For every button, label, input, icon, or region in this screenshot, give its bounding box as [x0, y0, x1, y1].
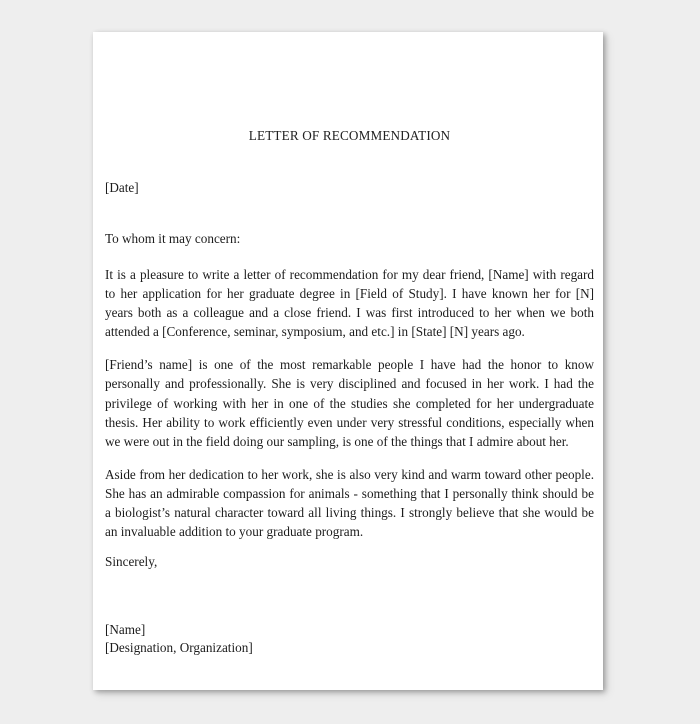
- date-placeholder: [Date]: [105, 180, 139, 195]
- signer-name: [Name]: [105, 622, 146, 637]
- letter-body: [105, 265, 594, 541]
- letter-page: [93, 32, 603, 690]
- body-paragraph: [Friend’s name] is one of the most remarkable people I have had the honor to know personally and professionally. She is very disciplined and focused in her work. I had the privilege of working with her in one of the studies she completed for her undergraduate thesis. Her ability to work efficiently even under very stressful conditions, especially when we were out in the field doing our sampling, is one of the things that I admire about her.: [105, 357, 594, 449]
- body-paragraph: Aside from her dedication to her work, she is also very kind and warm toward other people. She has an admirable compassion for animals - something that I personally think should be a biologist’s natural character toward all living things. I strongly believe that she would be an invaluable addition to your graduate program.: [105, 466, 594, 540]
- body-paragraph: It is a pleasure to write a letter of recommendation for my dear friend, [Name] with regard to her application for her graduate degree in [Field of Study]. I have known her for [N] years both as a colleague and a close friend. I was first introduced to her when we both attended a [Conference, seminar, symposium, and etc.] in [State] [N] years ago.: [105, 267, 594, 340]
- page-title: LETTER OF RECOMMENDATION: [248, 128, 451, 143]
- page-content-area: [105, 32, 594, 690]
- closing-line: Sincerely,: [105, 554, 158, 569]
- signer-designation: [Designation, Organization]: [105, 640, 253, 655]
- signature-block: [105, 621, 253, 657]
- salutation-line: To whom it may concern:: [105, 231, 241, 246]
